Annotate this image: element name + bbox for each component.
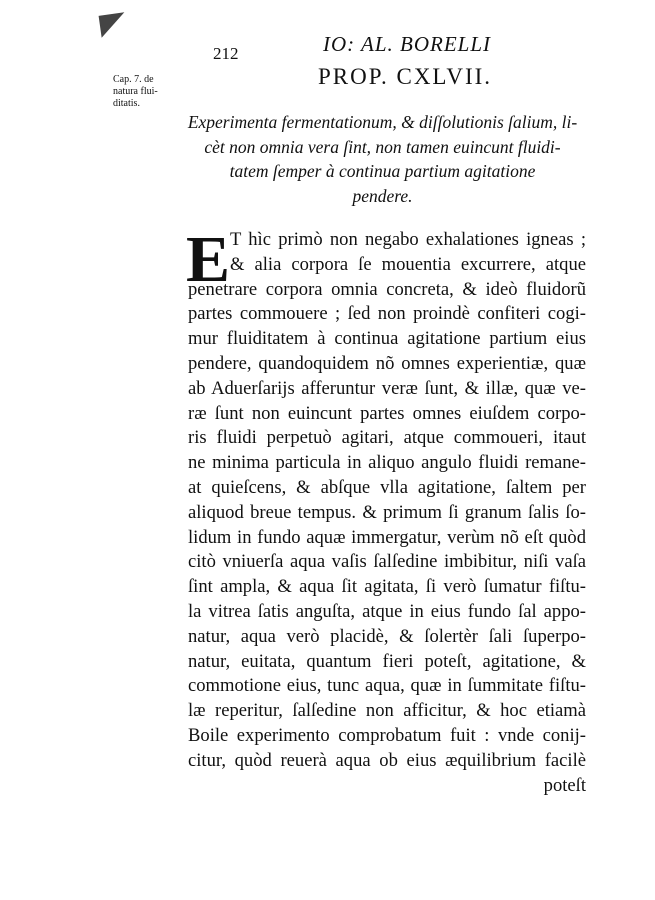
title-line: cèt non omnia vera ſint, non tamen euincunt fluidi- — [204, 136, 561, 157]
body-line: partes commouere ; ſed non proindè confiteri cogi- — [188, 303, 586, 325]
body-line: la vitrea ſatis anguſta, atque in eius fundo ſal appo- — [188, 600, 586, 622]
title-line: tatem ſemper à continua partium agitatione — [229, 161, 536, 181]
proposition-heading: PROP. CXLVII. — [318, 64, 493, 89]
body-line: aliquod breue tempus. & primum ſi granum ſalis ſo- — [188, 501, 586, 523]
body-line: læ reperitur, ſalſedine non afficitur, & hoc etiamà — [188, 700, 586, 722]
body-line: T hìc primò non negabo exhalationes igneas ; — [230, 229, 586, 250]
body-line: ræ ſunt non euincunt partes omnes eiuſdem corpo- — [188, 402, 586, 424]
body-line: ris fluidi perpetuò agitari, atque commoueri, itaut — [188, 427, 586, 449]
margin-note-line: Cap. 7. de — [113, 74, 154, 85]
body-text — [186, 223, 586, 798]
body-line: ne minima particula in aliquo angulo fluidi remane- — [188, 452, 586, 474]
page-corner-fold — [99, 12, 128, 37]
body-line: penetrare corpora omnia concreta, & ideò fluidorũ — [188, 278, 586, 300]
title-line: pendere. — [352, 185, 413, 206]
body-line: natur, aqua verò placidè, & ſolertèr ſali ſuperpo- — [188, 625, 586, 647]
body-line: commotione eius, tunc aqua, quæ in ſummitate fiſtu- — [188, 675, 586, 697]
body-line: ab Aduerſarijs afferuntur veræ ſunt, & illæ, quæ ve- — [188, 377, 586, 399]
body-line: Boile experimento comprobatum fuit : vnde conij- — [188, 724, 586, 746]
body-line: mur fluiditatem à continua agitatione partium eius — [188, 328, 586, 350]
margin-note-line: natura flui- — [113, 86, 158, 97]
body-line: ſint ampla, & aqua ſit agitata, ſi verò ſumatur fiſtu- — [188, 576, 586, 598]
body-line: pendere, quandoquidem nõ omnes experientiæ, quæ — [188, 352, 586, 374]
body-line: & alia corpora ſe mouentia excurrere, atque — [230, 253, 586, 275]
page-number: 212 — [213, 44, 239, 63]
proposition-title — [175, 110, 590, 208]
body-line: lidum in fundo aquæ immergatur, verùm nõ eſt quòd — [188, 526, 586, 548]
body-line: citur, quòd reuerà aqua ob eius æquilibrium facilè — [188, 749, 586, 771]
title-line: Experimenta fermentationum, & diſſolutionis ſalium, li- — [187, 112, 578, 132]
body-line: citò vniuerſa aqua vaſis ſalſedine imbibitur, niſi vaſa — [188, 551, 586, 573]
running-head: IO: AL. BORELLI — [323, 32, 492, 56]
body-line: natur, euitata, quantum fieri poteſt, agitatione, & — [188, 650, 586, 672]
margin-note — [113, 74, 158, 110]
catchword: poteſt — [543, 774, 586, 796]
drop-cap: E — [186, 223, 231, 296]
margin-note-line: ditatis. — [113, 98, 140, 109]
body-line: at quieſcens, & abſque vlla agitatione, ſaltem per — [188, 476, 586, 498]
